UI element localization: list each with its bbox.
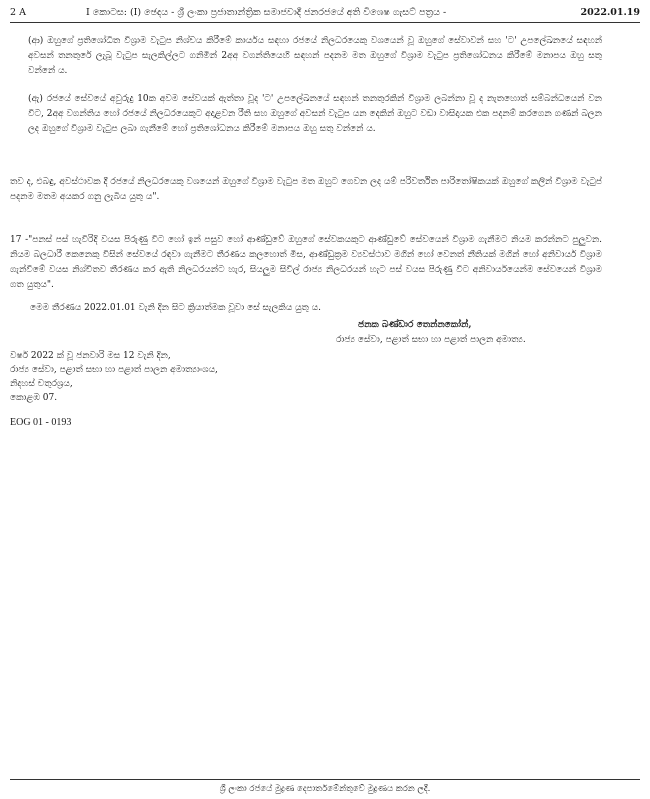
effective-date-clause: මෙම තීරණය 2022.01.01 වැනි දින සිට ක්‍රියාත්මක වූවා සේ සැලකිය යුතු ය.	[30, 303, 321, 313]
clause-further: තව ද, එබඳු, අවස්ථාවක දී රජයේ නිලධරයෙකු වශයෙන් ඔහුගේ විශ්‍රාම වැටුප මත ඔහුට ගෙවන ලද යම් පරිවර්තිත පාරිතෝෂිකයක් ඔහුගේ කලින් විශ්‍රාම වැටුප් පදනම මතම අයකර ගනු ලැබිය යුතු ය".	[10, 177, 602, 202]
gazette-date: 2022.01.19	[580, 7, 640, 18]
address-city-line: කොළඹ 07.	[10, 393, 58, 403]
gazette-header	[10, 5, 640, 21]
header-divider	[10, 22, 640, 23]
printer-footer: ශ්‍රී ලංකා රජයේ මුද්‍රණ දෙපාර්තමේන්තුවේ මුද්‍රණය කරන ලදී.	[219, 784, 431, 794]
reference-code: EOG 01 - 0193	[10, 417, 72, 428]
footer-divider	[10, 779, 640, 780]
address-place-line: නිදහස් චතුරශ්‍රය,	[10, 379, 73, 389]
page-number: 2 A	[10, 7, 26, 18]
signer-name: ජනක බණ්ඩාර තෙන්නකෝන්,	[358, 320, 472, 330]
signer-title: රාජ්‍ය සේවා, පළාත් සභා හා පළාත් පාලන අමාත්‍ය.	[336, 335, 526, 345]
clause-17: 17 -"පනස් පස් හැවිරිදි වයස පිරුණු විට හෝ ඉන් පසුව හෝ ආණ්ඩුවේ ඔහුගේ සේවකයකුට ආණ්ඩුවේ සේවයෙන් විශ්‍රාම ගැනීමට නියම කරන්නට පුලුවන. නියම බලධාරී කෙනෙකු විසින් සේවයේ රඳවා ගැනීමට තීරණය කලහොත් මිස, ආණ්ඩුක්‍රම ව්‍යවස්ථාව මගින් හෝ වෙනත් නීතියක් මගින් හෝ අනිවාර්ය විශ්‍රාම ගැන්වීමේ වයස නිශ්චිතව තීරණය කර ඇති නිලධරයන්ට හැර, සියලුම සිවිල් රාජ්‍ය නිලධරයන් හැට පස් වයස පිරුණු විට අනිවාර්යයෙන්ම සේවයෙන් විශ්‍රාම ගත යුතුය".	[10, 235, 602, 290]
gazette-title: I කොටස: (I) ඡෙදය - ශ්‍රී ලංකා ප්‍රජාතාන්ත්‍රික සමාජවාදී ජනරජයේ අති විශෙෂ ගැසට් පත්‍රය -	[86, 7, 447, 18]
address-date-line: වර්ෂ 2022 ක් වූ ජනවාරි මස 12 වැනි දින,	[10, 351, 171, 361]
address-ministry-line: රාජ්‍ය සේවා, පළාත් සභා හා පළාත් පාලන අමාත්‍යාංශය,	[10, 365, 218, 375]
issuing-address	[10, 349, 410, 405]
clause-ae: (ඇ) රජයේ සේවයේ අවුරුදු 10ක අවම සේවයක් ඇත්තා වූද 'ට' උපලේඛනයේ සඳහන් තනතුරකින් විශ්‍රාම ලබන්නා වූ ද නැතහොත් සම්බන්ධයෙන් වන විට, 2අඅ වගන්තිය හෝ රජයේ නිලධරයෙකුට අදාළවන රීති සහ ඔහුගේ අවසන් වැටුප යන දෙකින් ඔහුට වඩා වාසිදායක එක පදනම් කරගෙන ගණන් බලන ලද ඔහුගේ විශ්‍රාම වැටුප ලබා ගැනීමේ හෝ ප්‍රතිශෝධනය කිරීමේ මනාපය ඔහු සතු වන්නේ ය.	[28, 94, 602, 134]
clause-aa: (ආ) ඔහුගේ ප්‍රතිශෝධිත විශ්‍රාම වැටුප නිශ්චය කිරීමේ කාර්යය සඳහා රජයේ නිලධරයෙකු වශයෙන් වූ ඔහුගේ සේවාවන් සහ 'ට' උපලේඛනයේ සඳහන් අවසන් තනතුරේ ලැබූ වැටුප සැලකිල්ලට ගනිමින් 2අඅ වගන්තියෙහි සඳහන් පදනම මත ඔහුගේ විශ්‍රාම වැටුප ප්‍රතිශෝධනය කිරීමේ මනාපය ඔහු සතු වන්නේ ය.	[28, 36, 602, 76]
